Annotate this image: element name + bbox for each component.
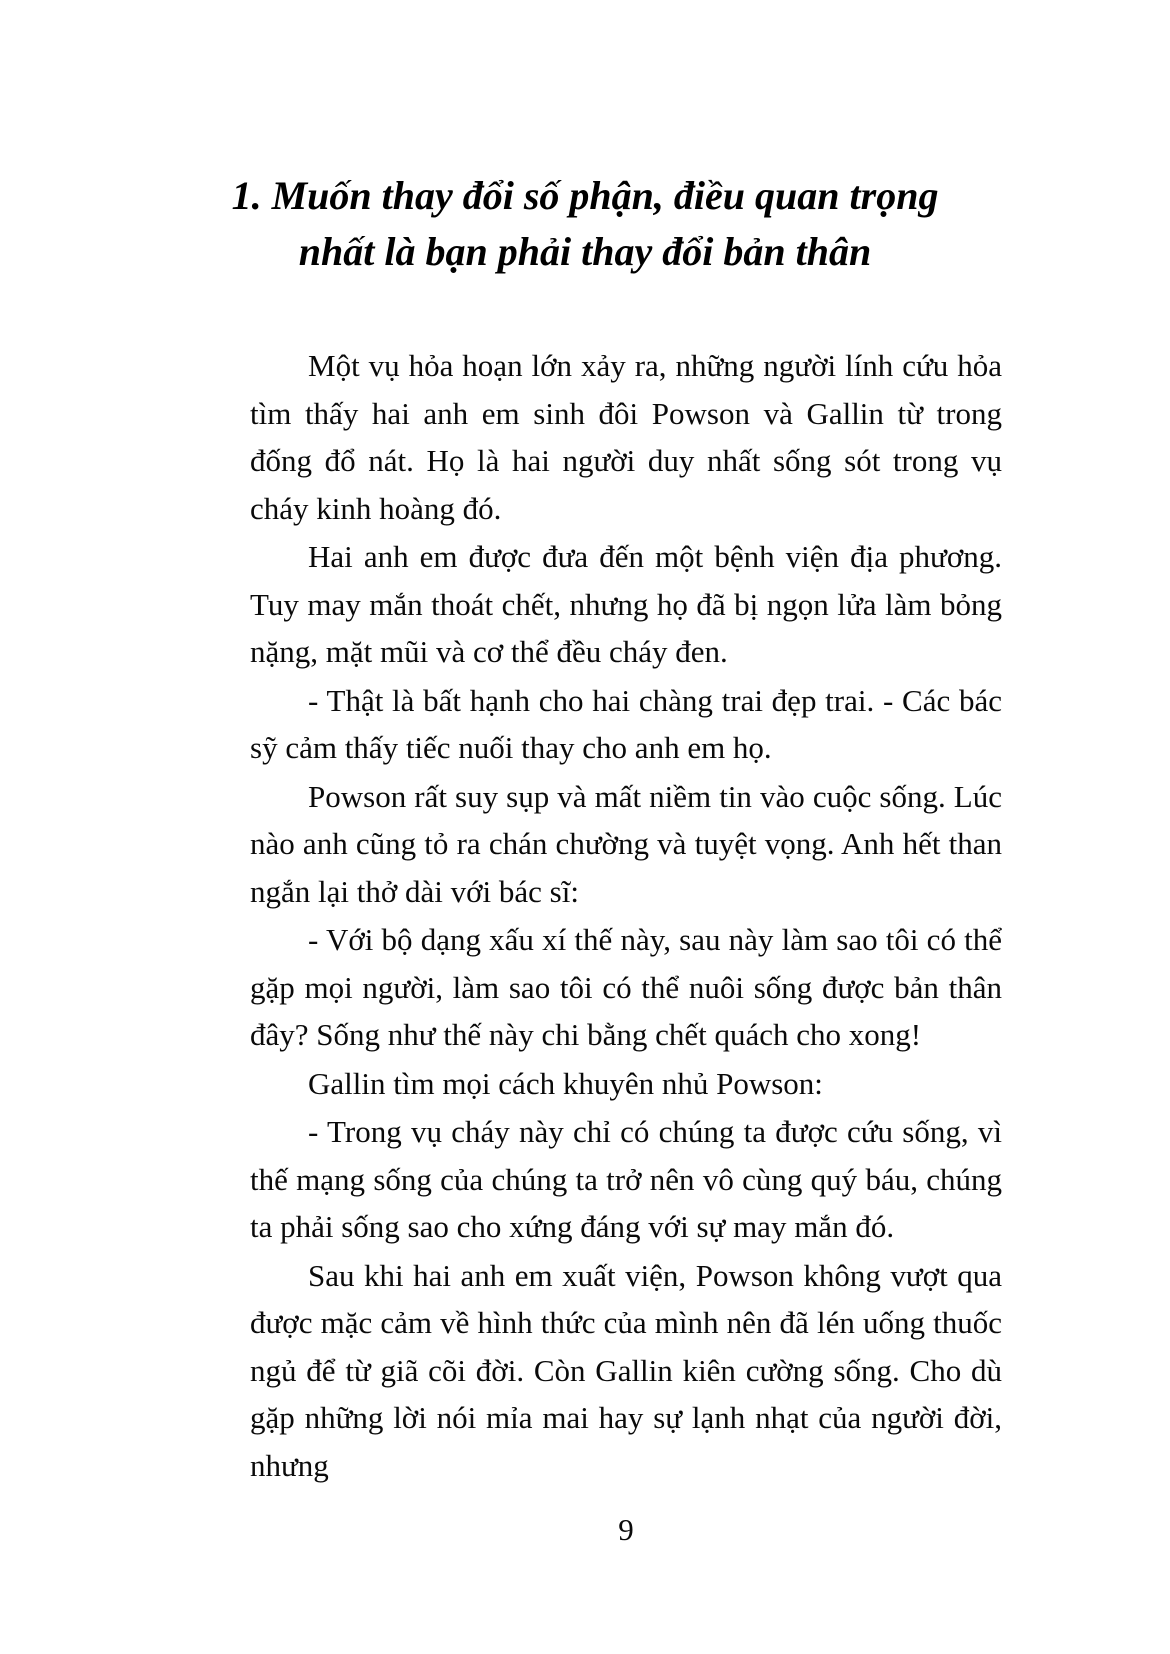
chapter-title-line-1: 1. Muốn thay đổi số phận, điều quan trọng (231, 173, 939, 218)
chapter-title (175, 168, 995, 280)
page-number: 9 (618, 1512, 634, 1547)
paragraph: Gallin tìm mọi cách khuyên nhủ Powson: (308, 1065, 823, 1101)
paragraph: - Thật là bất hạnh cho hai chàng trai đẹp trai. - Các bác sỹ cảm thấy tiếc nuối thay cho anh em họ. (250, 682, 1002, 765)
paragraph: - Với bộ dạng xấu xí thế này, sau này làm sao tôi có thể gặp mọi người, làm sao tôi có thể nuôi sống được bản thân đây? Sống như thế này chi bằng chết quách cho xong! (250, 922, 1002, 1052)
paragraph: Một vụ hỏa hoạn lớn xảy ra, những người lính cứu hỏa tìm thấy hai anh em sinh đôi Powson và Gallin từ trong đống đổ nát. Họ là hai người duy nhất sống sót trong vụ cháy kinh hoàng đó. (250, 348, 1002, 526)
paragraph: Powson rất suy sụp và mất niềm tin vào cuộc sống. Lúc nào anh cũng tỏ ra chán chường và tuyệt vọng. Anh hết than ngắn lại thở dài với bác sĩ: (250, 778, 1002, 909)
chapter-title-line-2: nhất là bạn phải thay đổi bản thân (298, 229, 872, 274)
paragraph: Hai anh em được đưa đến một bệnh viện địa phương. Tuy may mắn thoát chết, nhưng họ đã bị ngọn lửa làm bỏng nặng, mặt mũi và cơ thể đều cháy đen. (250, 539, 1002, 669)
body-text (250, 342, 1002, 1489)
paragraph: - Trong vụ cháy này chỉ có chúng ta được cứu sống, vì thế mạng sống của chúng ta trở nên vô cùng quý báu, chúng ta phải sống sao cho xứng đáng với sự may mắn đó. (250, 1114, 1002, 1244)
paragraph: Sau khi hai anh em xuất viện, Powson không vượt qua được mặc cảm về hình thức của mình nên đã lén uống thuốc ngủ để từ giã cõi đời. Còn Gallin kiên cường sống. Cho dù gặp những lời nói mỉa mai hay sự lạnh nhạt của người đời, nhưng (250, 1257, 1002, 1483)
